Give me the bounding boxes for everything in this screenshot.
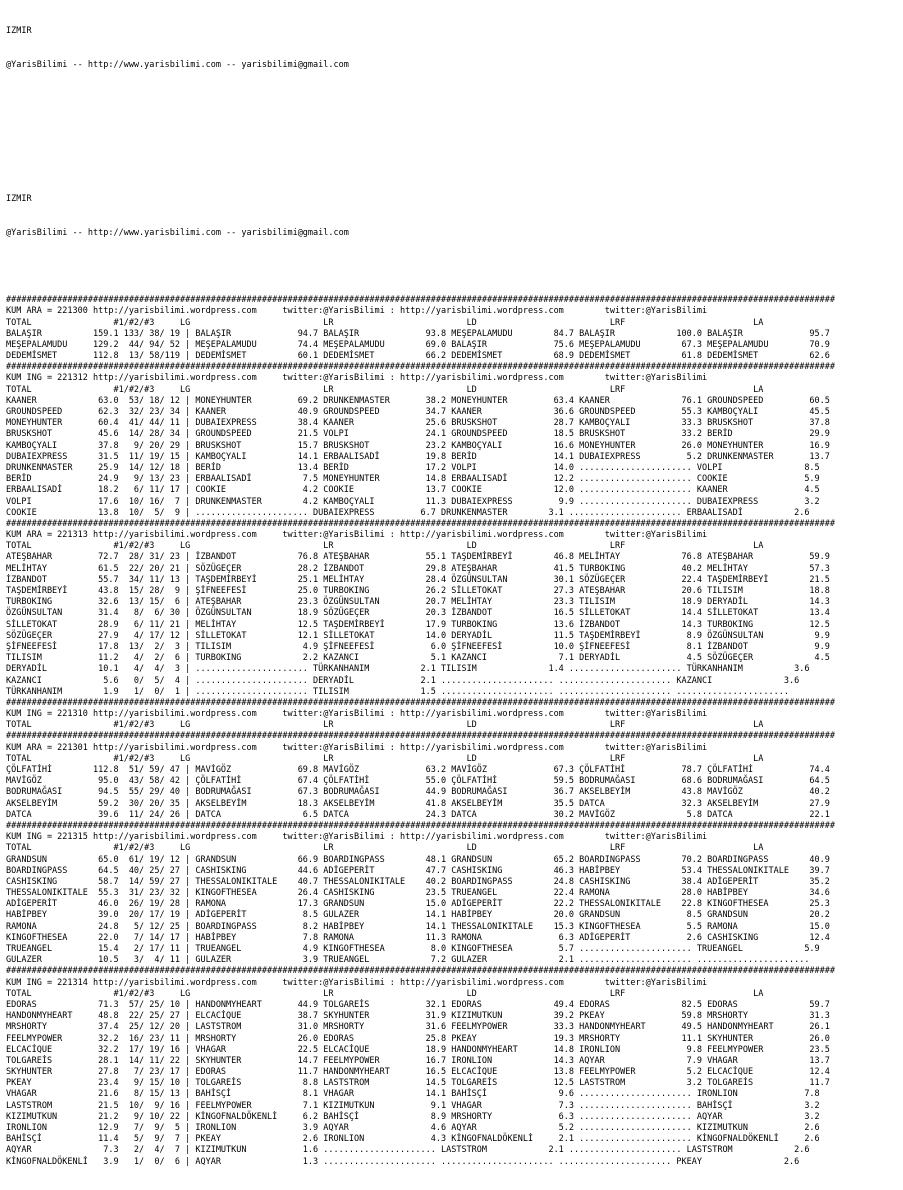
result-row: İZBANDOT 55.7 34/ 11/ 13 | TAŞDEMİRBEYİ 25.1 MELİHTAY 28.4 ÖZGÜNSULTAN 30.1 SÖZÜGEÇER 22.4 TAŞDEMİRBEYİ 21.5 [6,574,830,585]
column-header: TOTAL #1/#2/#3 LG LR LD LRF LA [6,720,764,731]
result-row: ELCACİQUE 32.2 17/ 19/ 16 | VHAGAR 22.5 ELCACİQUE 18.9 HANDONMYHEART 14.8 IRONLION 9.8 FEELMYPOWER 23.5 [6,1044,830,1055]
result-row: TURBOKING 32.6 13/ 15/ 6 | ATEŞBAHAR 23.3 ÖZGÜNSULTAN 20.7 MELİHTAY 23.3 TILISIM 18.9 DERYADİL 14.3 [6,597,830,608]
report-contact: @YarisBilimi -- http://www.yarisbilimi.com -- yarisbilimi@gmail.com [6,227,349,238]
result-row: AKSELBEYİM 59.2 30/ 20/ 35 | AKSELBEYİM 18.3 AKSELBEYİM 41.8 AKSELBEYİM 35.5 DATCA 32.3 AKSELBEYİM 27.9 [6,798,830,809]
result-row: BERİD 24.9 9/ 13/ 23 | ERBAALISADİ 7.5 MONEYHUNTER 14.8 ERBAALISADİ 12.2 ...................... COOKIE 5.9 [6,474,820,485]
result-row: HANDONMYHEART 48.8 22/ 25/ 27 | ELCACİQUE 38.7 SKYHUNTER 31.9 KIZIMUTKUN 39.2 PKEAY 59.8 MRSHORTY 31.3 [6,1011,830,1022]
result-row: ADİGEPERİT 46.0 26/ 19/ 28 | RAMONA 17.3 GRANDSUN 15.0 ADİGEPERİT 22.2 THESSALONIKITALE 22.8 KINGOFTHESEA 25.3 [6,899,830,910]
result-row: RAMONA 24.8 5/ 12/ 25 | BOARDINGPASS 8.2 HABİPBEY 14.1 THESSALONIKITALE 15.3 KINGOFTHESEA 5.5 RAMONA 15.0 [6,921,830,932]
result-row: MRSHORTY 37.4 25/ 12/ 20 | LASTSTROM 31.0 MRSHORTY 31.6 FEELMYPOWER 33.3 HANDONMYHEART 49.5 HANDONMYHEART 26.1 [6,1022,830,1033]
result-row: ÇÖLFATİHİ 112.8 51/ 59/ 47 | MAVİGÖZ 69.8 MAVİGÖZ 63.2 MAVİGÖZ 67.3 ÇÖLFATİHİ 78.7 ÇÖLFATİHİ 74.4 [6,765,830,776]
result-row: FEELMYPOWER 32.2 16/ 23/ 11 | MRSHORTY 26.0 EDORAS 25.8 PKEAY 19.3 MRSHORTY 11.1 SKYHUNTER 26.0 [6,1033,830,1044]
result-row: HABİPBEY 39.0 20/ 17/ 19 | ADİGEPERİT 8.5 GULAZER 14.1 HABİPBEY 20.0 GRANDSUN 8.5 GRANDSUN 20.2 [6,910,830,921]
result-row: VOLPI 17.6 10/ 16/ 7 | DRUNKENMASTER 4.2 KAMBOÇYALI 11.3 DUBAIEXPRESS 9.9 ...................... DUBAIEXPRESS 3.2 [6,496,820,507]
result-row: BOARDINGPASS 64.5 40/ 25/ 27 | CASHISKING 44.6 ADİGEPERİT 47.7 CASHISKING 46.3 HABİPBEY 53.4 THESSALONIKITALE 39.7 [6,865,830,876]
race-block [6,295,835,362]
column-header: TOTAL #1/#2/#3 LG LR LD LRF LA [6,988,764,999]
race-block [6,698,835,732]
result-row: CASHISKING 58.7 14/ 59/ 27 | THESSALONIKITALE 40.7 THESSALONIKITALE 40.2 BOARDINGPASS 24.8 CASHISKING 38.4 ADİGEPERİT 35.2 [6,876,830,887]
column-header: TOTAL #1/#2/#3 LG LR LD LRF LA [6,843,764,854]
result-row: DATCA 39.6 11/ 24/ 26 | DATCA 6.5 DATCA 24.3 DATCA 30.2 MAVİGÖZ 5.8 DATCA 22.1 [6,809,830,820]
report-title: IZMIR [6,194,32,205]
spacer [6,127,835,138]
result-row: MELİHTAY 61.5 22/ 20/ 21 | SÖZÜGEÇER 28.2 İZBANDOT 29.8 ATEŞBAHAR 41.5 TURBOKING 40.2 MELİHTAY 57.3 [6,563,830,574]
result-row: THESSALONIKITALE 55.3 31/ 23/ 32 | KINGOFTHESEA 26.4 CASHISKING 23.5 TRUEANGEL 22.4 RAMONA 28.0 HABİPBEY 34.6 [6,888,830,899]
result-row: KIZIMUTKUN 21.2 9/ 10/ 22 | KİNGOFNALDÖKENLİ 6.2 BAHİSÇİ 8.9 MRSHORTY 6.3 ...................... AQYAR 3.2 [6,1111,820,1122]
result-row: ATEŞBAHAR 72.7 28/ 31/ 23 | İZBANDOT 76.8 ATEŞBAHAR 55.1 TAŞDEMİRBEYİ 46.8 MELİHTAY 76.8 ATEŞBAHAR 59.9 [6,552,830,563]
separator-line: ################################################################################################################################################################## [6,295,836,306]
result-row: PKEAY 23.4 9/ 15/ 10 | TOLGAREİS 8.8 LASTSTROM 14.5 TOLGAREİS 12.5 LASTSTROM 3.2 TOLGAREİS 11.7 [6,1078,830,1089]
result-row: BALAŞIR 159.1 133/ 38/ 19 | BALAŞIR 94.7 BALAŞIR 93.8 MEŞEPALAMUDU 84.7 BALAŞIR 100.0 BALAŞIR 95.7 [6,328,830,339]
column-header: TOTAL #1/#2/#3 LG LR LD LRF LA [6,384,764,395]
column-header: TOTAL #1/#2/#3 LG LR LD LRF LA [6,541,764,552]
result-row: MEŞEPALAMUDU 129.2 44/ 94/ 52 | MEŞEPALAMUDU 74.4 MEŞEPALAMUDU 69.0 BALAŞIR 75.6 MEŞEPALAMUDU 67.3 MEŞEPALAMUDU 70.9 [6,339,830,350]
result-row: AQYAR 7.3 2/ 4/ 7 | KIZIMUTKUN 1.6 ...................... LASTSTROM 2.1 ...................... LASTSTROM 2.6 [6,1145,810,1156]
result-row: TAŞDEMİRBEYİ 43.8 15/ 28/ 9 | ŞİFNEEFESİ 25.0 TURBOKING 26.2 SİLLETOKAT 27.3 ATEŞBAHAR 20.6 TILISIM 18.8 [6,586,830,597]
separator-line: ################################################################################################################################################################## [6,820,836,831]
result-row: TOLGAREİS 28.1 14/ 11/ 22 | SKYHUNTER 14.7 FEELMYPOWER 16.7 IRONLION 14.3 AQYAR 7.9 VHAGAR 13.7 [6,1055,830,1066]
results-report [6,4,835,1190]
result-row: VHAGAR 21.6 8/ 15/ 13 | BAHİSÇİ 8.1 VHAGAR 14.1 BAHİSÇİ 9.6 ...................... IRONLION 7.8 [6,1089,820,1100]
result-row: DEDEMİSMET 112.8 13/ 58/119 | DEDEMİSMET 60.1 DEDEMİSMET 66.2 DEDEMİSMET 68.9 DEDEMİSMET 61.8 DEDEMİSMET 62.6 [6,351,830,362]
race-header: KUM ARA = 221301 http://yarisbilimi.wordpress.com twitter:@YarisBilimi : http://yarisbilimi.wordpress.com twitter:@YarisBilimi [6,742,708,753]
result-row: SÖZÜGEÇER 27.9 4/ 17/ 12 | SİLLETOKAT 12.1 SİLLETOKAT 14.0 DERYADİL 11.5 TAŞDEMİRBEYİ 8.9 ÖZGÜNSULTAN 9.9 [6,630,830,641]
result-row: TRUEANGEL 15.4 2/ 17/ 11 | TRUEANGEL 4.9 KINGOFTHESEA 8.0 KINGOFTHESEA 5.7 ...................... TRUEANGEL 5.9 [6,944,820,955]
race-block [6,362,835,519]
race-block [6,519,835,698]
result-row: SİLLETOKAT 28.9 6/ 11/ 21 | MELİHTAY 12.5 TAŞDEMİRBEYİ 17.9 TURBOKING 13.6 İZBANDOT 14.3 TURBOKING 12.5 [6,619,830,630]
result-row: COOKIE 13.8 10/ 5/ 9 | ...................... DUBAIEXPRESS 6.7 DRUNKENMASTER 3.1 ...................... ERBAALISADİ 2.6 [6,507,810,518]
result-row: ERBAALISADİ 18.2 6/ 11/ 17 | COOKIE 4.2 COOKIE 13.7 COOKIE 12.0 ...................... KAANER 4.5 [6,485,820,496]
race-block [6,731,835,821]
separator-line: ################################################################################################################################################################## [6,518,836,529]
result-row: GRANDSUN 65.0 61/ 19/ 12 | GRANDSUN 66.9 BOARDINGPASS 48.1 GRANDSUN 65.2 BOARDINGPASS 70.2 BOARDINGPASS 40.9 [6,854,830,865]
column-header: TOTAL #1/#2/#3 LG LR LD LRF LA [6,317,764,328]
race-block [6,966,835,1167]
header-title: IZMIR [6,26,32,37]
race-header: KUM ING = 221310 http://yarisbilimi.wordpress.com twitter:@YarisBilimi : http://yarisbilimi.wordpress.com twitter:@YarisBilimi [6,709,708,720]
result-row: GROUNDSPEED 62.3 32/ 23/ 34 | KAANER 40.9 GROUNDSPEED 34.7 KAANER 36.6 GROUNDSPEED 55.3 KAMBOÇYALI 45.5 [6,407,830,418]
result-row: TILISIM 11.2 4/ 2/ 6 | TURBOKING 2.2 KAZANCI 5.1 KAZANCI 7.1 DERYADİL 4.5 SÖZÜGEÇER 4.5 [6,653,830,664]
spacer [6,94,835,105]
separator-line: ################################################################################################################################################################## [6,966,836,977]
race-blocks [6,295,835,1168]
separator-line: ################################################################################################################################################################## [6,697,836,708]
result-row: KAMBOÇYALI 37.8 9/ 20/ 29 | BRUSKSHOT 15.7 BRUSKSHOT 23.2 KAMBOÇYALI 16.6 MONEYHUNTER 26.0 MONEYHUNTER 16.9 [6,440,830,451]
result-row: TÜRKANHANIM 1.9 1/ 0/ 1 | ...................... TILISIM 1.5 ...................... ...................... ...................... [6,686,789,697]
result-row: KAANER 63.0 53/ 18/ 12 | MONEYHUNTER 69.2 DRUNKENMASTER 38.2 MONEYHUNTER 63.4 KAANER 76.1 GROUNDSPEED 60.5 [6,395,830,406]
separator-line: ################################################################################################################################################################## [6,362,836,373]
result-row: BODRUMAĞASI 94.5 55/ 29/ 40 | BODRUMAĞASI 67.3 BODRUMAĞASI 44.9 BODRUMAĞASI 36.7 AKSELBEYİM 43.8 MAVİGÖZ 40.2 [6,787,830,798]
result-row: EDORAS 71.3 57/ 25/ 10 | HANDONMYHEART 44.9 TOLGAREİS 32.1 EDORAS 49.4 EDORAS 82.5 EDORAS 59.7 [6,999,830,1010]
race-header: KUM ARA = 221313 http://yarisbilimi.wordpress.com twitter:@YarisBilimi : http://yarisbilimi.wordpress.com twitter:@YarisBilimi [6,530,708,541]
result-row: ÖZGÜNSULTAN 31.4 8/ 6/ 30 | ÖZGÜNSULTAN 18.9 SÖZÜGEÇER 20.3 İZBANDOT 16.5 SİLLETOKAT 14.4 SİLLETOKAT 13.4 [6,608,830,619]
race-header: KUM ING = 221312 http://yarisbilimi.wordpress.com twitter:@YarisBilimi : http://yarisbilimi.wordpress.com twitter:@YarisBilimi [6,373,708,384]
race-block [6,821,835,966]
header-contact: @YarisBilimi -- http://www.yarisbilimi.com -- yarisbilimi@gmail.com [6,60,349,70]
result-row: DUBAIEXPRESS 31.5 11/ 19/ 15 | KAMBOÇYALI 14.1 ERBAALISADİ 19.8 BERİD 14.1 DUBAIEXPRESS 5.2 DRUNKENMASTER 13.7 [6,451,830,462]
race-header: KUM ING = 221314 http://yarisbilimi.wordpress.com twitter:@YarisBilimi : http://yarisbilimi.wordpress.com twitter:@YarisBilimi [6,977,708,988]
spacer [6,161,835,172]
result-row: IRONLION 12.9 7/ 9/ 5 | IRONLION 3.9 AQYAR 4.6 AQYAR 5.2 ...................... KIZIMUTKUN 2.6 [6,1123,820,1134]
result-row: MAVİGÖZ 95.0 43/ 58/ 42 | ÇÖLFATİHİ 67.4 ÇÖLFATİHİ 55.0 ÇÖLFATİHİ 59.5 BODRUMAĞASI 68.6 BODRUMAĞASI 64.5 [6,776,830,787]
result-row: SKYHUNTER 27.8 7/ 23/ 17 | EDORAS 11.7 HANDONMYHEART 16.5 ELCACİQUE 13.8 FEELMYPOWER 5.2 ELCACİQUE 12.4 [6,1067,830,1078]
race-header: KUM ARA = 221300 http://yarisbilimi.wordpress.com twitter:@YarisBilimi : http://yarisbilimi.wordpress.com twitter:@YarisBilimi [6,306,708,317]
result-row: MONEYHUNTER 60.4 41/ 44/ 11 | DUBAIEXPRESS 38.4 KAANER 25.6 BRUSKSHOT 28.7 KAMBOÇYALI 33.3 BRUSKSHOT 37.8 [6,418,830,429]
result-row: LASTSTROM 21.5 10/ 9/ 16 | FEELMYPOWER 7.1 KIZIMUTKUN 9.1 VHAGAR 7.3 ...................... BAHİSÇİ 3.2 [6,1100,820,1111]
race-header: KUM ING = 221315 http://yarisbilimi.wordpress.com twitter:@YarisBilimi : http://yarisbilimi.wordpress.com twitter:@YarisBilimi [6,832,708,843]
spacer [6,262,835,273]
result-row: ŞİFNEEFESİ 17.8 13/ 2/ 3 | TILISIM 4.9 ŞİFNEEFESİ 6.0 ŞİFNEEFESİ 10.0 ŞİFNEEFESİ 8.1 İZBANDOT 9.9 [6,641,830,652]
result-row: DRUNKENMASTER 25.9 14/ 12/ 18 | BERİD 13.4 BERİD 17.2 VOLPI 14.0 ...................... VOLPI 8.5 [6,462,820,473]
result-row: BRUSKSHOT 45.6 14/ 28/ 34 | GROUNDSPEED 21.5 VOLPI 24.1 GROUNDSPEED 18.5 BRUSKSHOT 33.2 BERİD 29.9 [6,429,830,440]
result-row: DERYADİL 10.1 4/ 4/ 3 | ...................... TÜRKANHANIM 2.1 TILISIM 1.4 ...................... TÜRKANHANIM 3.6 [6,664,810,675]
result-row: BAHİSÇİ 11.4 5/ 9/ 7 | PKEAY 2.6 IRONLION 4.3 KİNGOFNALDÖKENLİ 2.1 ...................... KİNGOFNALDÖKENLİ 2.6 [6,1134,820,1145]
column-header: TOTAL #1/#2/#3 LG LR LD LRF LA [6,753,764,764]
result-row: KINGOFTHESEA 22.0 7/ 14/ 17 | HABİPBEY 7.8 RAMONA 11.3 RAMONA 6.3 ADİGEPERİT 2.6 CASHISKING 12.4 [6,932,830,943]
result-row: GULAZER 10.5 3/ 4/ 11 | GULAZER 3.9 TRUEANGEL 7.2 GULAZER 2.1 ...................... ...................... [6,955,810,966]
result-row: KAZANCI 5.6 0/ 5/ 4 | ...................... DERYADİL 2.1 ...................... ...................... KAZANCI 3.6 [6,675,800,686]
result-row: KİNGOFNALDÖKENLİ 3.9 1/ 0/ 6 | AQYAR 1.3 ...................... ...................... ...................... PKEAY 2.6 [6,1156,800,1167]
separator-line: ################################################################################################################################################################## [6,731,836,742]
